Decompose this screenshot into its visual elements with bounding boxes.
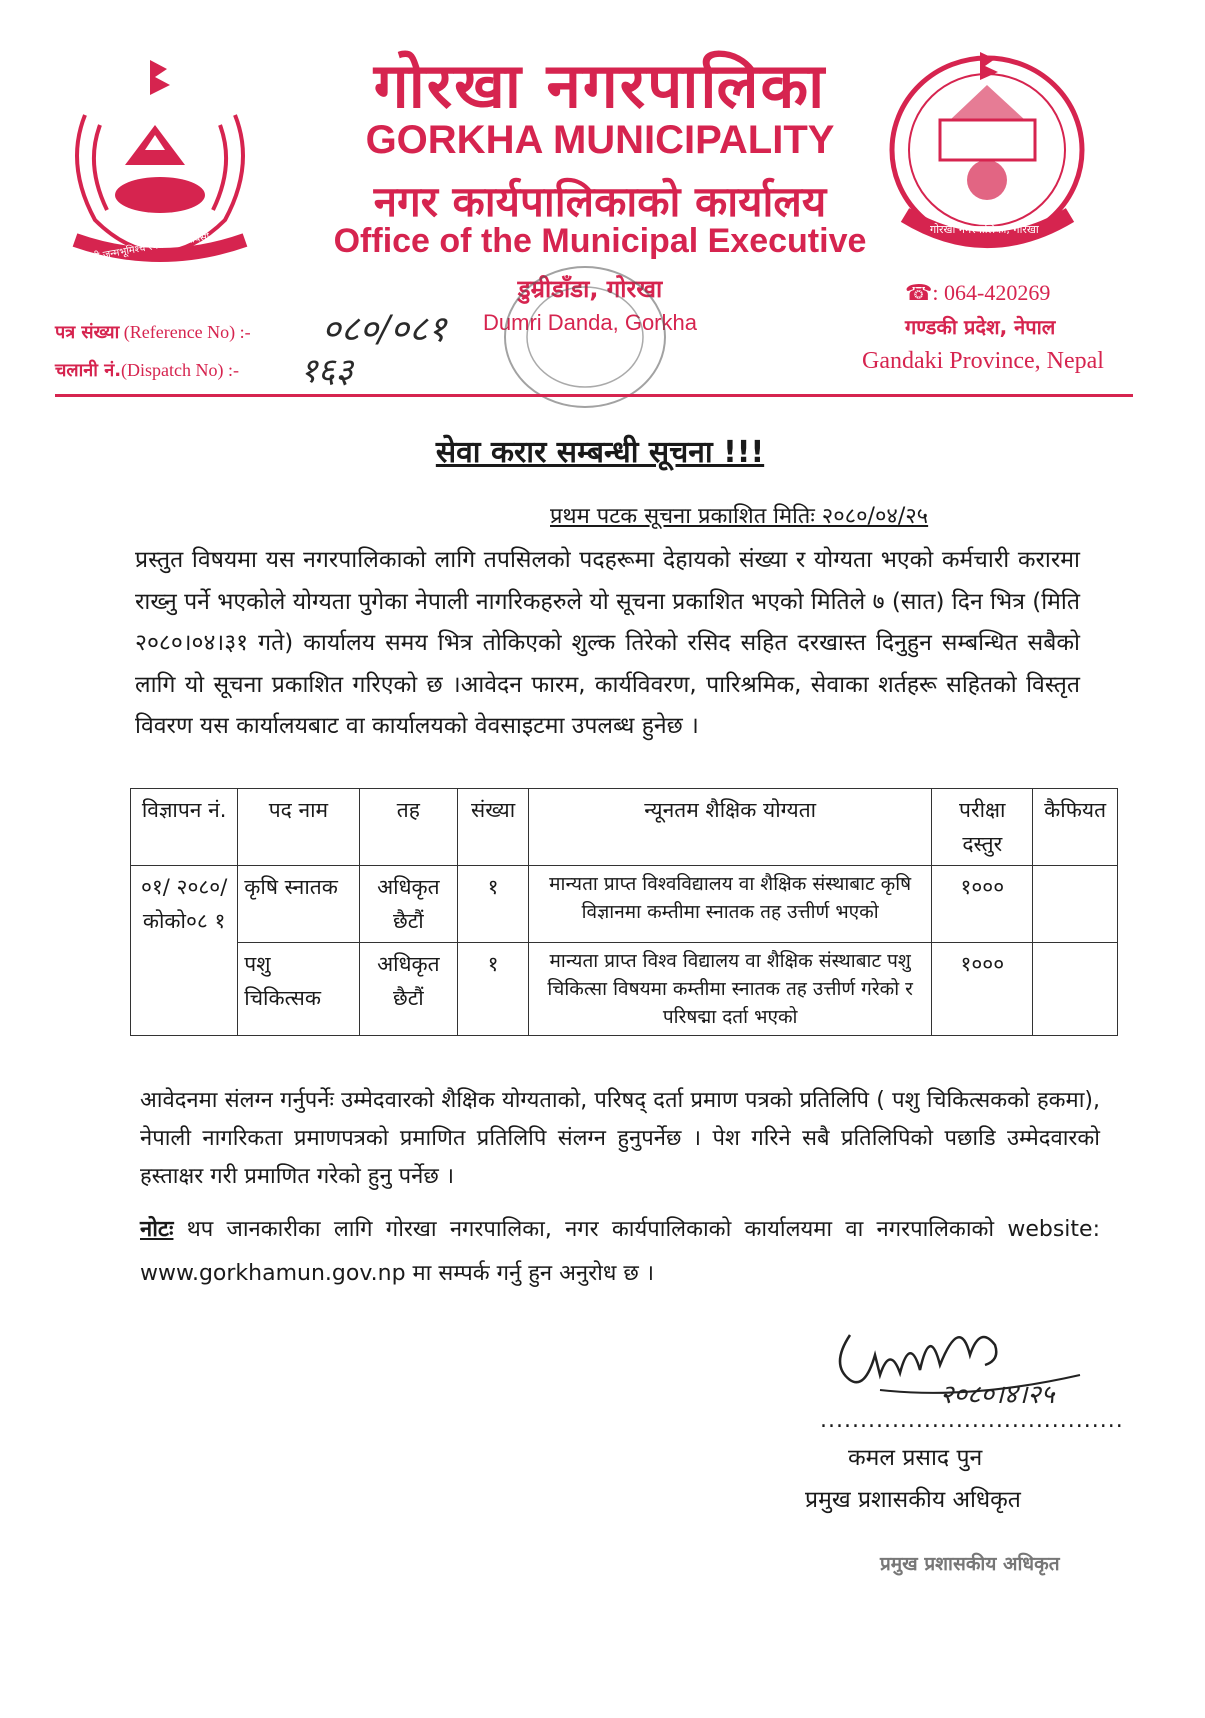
phone-number: ☎: 064-420269 — [905, 280, 1051, 305]
post-cell: कृषि स्नातक — [238, 866, 359, 943]
table-row — [131, 866, 1118, 943]
municipality-logo — [880, 50, 1095, 250]
phone-icon: ☎ — [905, 280, 933, 305]
remarks-cell — [1033, 943, 1118, 1036]
dispatch-label: चलानी नं.(Dispatch No) :- — [55, 360, 240, 381]
col-header-post: पद नाम — [238, 789, 359, 866]
col-header-fee: परीक्षा दस्तुर — [932, 789, 1033, 866]
qualification-cell: मान्यता प्राप्त विश्व विद्यालय वा शैक्षिक संस्थाबाट पशु चिकित्सा विषयमा कम्तीमा स्नातक तह उत्तीर्ण गरेको र परिषद्मा दर्ता भएको — [528, 943, 931, 1036]
office-nepali: नगर कार्यपालिकाको कार्यालय — [373, 177, 827, 226]
reference-number: ०८०/०८१ — [322, 309, 447, 350]
signature-date: २०८०।४।२५ — [940, 1380, 1055, 1410]
ad-number-cell: ०१/ २०८०/ कोको०८ १ — [131, 866, 238, 1036]
nepal-emblem-logo — [55, 55, 265, 265]
vacancy-table — [130, 788, 1118, 1036]
qualification-cell: मान्यता प्राप्त विश्वविद्यालय वा शैक्षिक संस्थाबाट कृषि विज्ञानमा कम्तीमा स्नातक तह उत्तीर्ण भएको — [528, 866, 931, 943]
title-english: GORKHA MUNICIPALITY — [365, 118, 835, 162]
notice-paragraph: प्रस्तुत विषयमा यस नगरपालिकाको लागि तपसिलको पदहरूमा देहायको संख्या र योग्यता भएको कर्मचारी करारमा राख्नु पर्ने भएकोले योग्यता पुगेका नेपाली नागरिकहरुले यो सूचना प्रकाशित भएको मितिले ७ (सात) दिन भित्र (मिति २०८०।०४।३१ गते) कार्यालय समय भित्र तोकिएको शुल्क तिरेको रसिद सहित दरखास्त दिनुहुन सम्बन्धित सबैको लागि यो सूचना प्रकाशित गरिएको छ ।आवेदन फारम, कार्यविवरण, पारिश्रमिक, सेवाका शर्तहरू सहितको विस्तृत विवरण यस कार्यालयबाट वा कार्यालयको वेवसाइटमा उपलब्ध हुनेछ । — [135, 547, 1080, 739]
signature-line: ...................................... — [820, 1408, 1124, 1433]
col-header-remarks: कैफियत — [1033, 789, 1118, 866]
level-cell: अधिकृत छैटौं — [359, 943, 458, 1036]
signatory-title: प्रमुख प्रशासकीय अधिकृत — [805, 1487, 1021, 1513]
post-cell: पशु चिकित्सक — [238, 943, 359, 1036]
col-header-count: संख्या — [458, 789, 529, 866]
remarks-cell — [1033, 866, 1118, 943]
fee-cell: १००० — [932, 943, 1033, 1036]
notice-heading: सेवा करार सम्बन्धी सूचना !!! — [435, 435, 765, 470]
emblem-caption: जननी जन्मभूमिश्च स्वर्गादपि गरीयसी — [78, 231, 211, 266]
count-cell: १ — [458, 943, 529, 1036]
stamp-title: प्रमुख प्रशासकीय अधिकृत — [880, 1553, 1060, 1575]
note-label: नोटः — [140, 1217, 174, 1242]
table-header-row — [131, 789, 1118, 866]
header-divider — [55, 394, 1133, 397]
handwritten-signature — [820, 1295, 1120, 1415]
note-body: थप जानकारीका लागि गोरखा नगरपालिका, नगर कार्यपालिकाको कार्यालयमा वा नगरपालिकाको website: www.gorkhamun.gov.np मा सम्पर्क गर्नु हुन अनुरोध छ । — [140, 1217, 1100, 1286]
address-nepali: डुम्रीडाँडा, गोरखा — [517, 275, 663, 303]
note-text — [140, 1208, 1100, 1296]
office-english: Office of the Municipal Executive — [333, 222, 867, 260]
signatory-name: कमल प्रसाद पुन — [848, 1445, 983, 1471]
address-english: Dumri Danda, Gorkha — [483, 310, 697, 335]
reference-label: पत्र संख्या (Reference No) :- — [55, 322, 251, 343]
logo-caption: गोरखा नगरपालिका, गोरखा — [930, 223, 1039, 236]
fee-cell: १००० — [932, 866, 1033, 943]
province-english: Gandaki Province, Nepal — [862, 348, 1104, 374]
col-header-level: तह — [359, 789, 458, 866]
col-header-ad-no: विज्ञापन नं. — [131, 789, 238, 866]
attachments-text: आवेदनमा संलग्न गर्नुपर्नेः उम्मेदवारको शैक्षिक योग्यताको, परिषद् दर्ता प्रमाण पत्रको प्रतिलिपि ( पशु चिकित्सकको हकमा), नेपाली नागरिकता प्रमाणपत्रको प्रमाणित प्रतिलिपि संलग्न हुनुपर्नेछ । पेश गरिने सबै प्रतिलिपिको पछाडि उम्मेदवारको हस्ताक्षर गरी प्रमाणित गरेको हुनु पर्नेछ । — [140, 1088, 1100, 1189]
dispatch-number: १६३ — [300, 351, 354, 391]
table-row — [131, 943, 1118, 1036]
publication-date: प्रथम पटक सूचना प्रकाशित मितिः २०८०/०४/२५ — [550, 504, 929, 529]
province-nepali: गण्डकी प्रदेश, नेपाल — [905, 315, 1056, 339]
title-nepali: गोरखा नगरपालिका — [373, 49, 827, 122]
level-cell: अधिकृत छैटौं — [359, 866, 458, 943]
office-stamp — [500, 262, 670, 412]
col-header-qualification: न्यूनतम शैक्षिक योग्यता — [528, 789, 931, 866]
count-cell: १ — [458, 866, 529, 943]
